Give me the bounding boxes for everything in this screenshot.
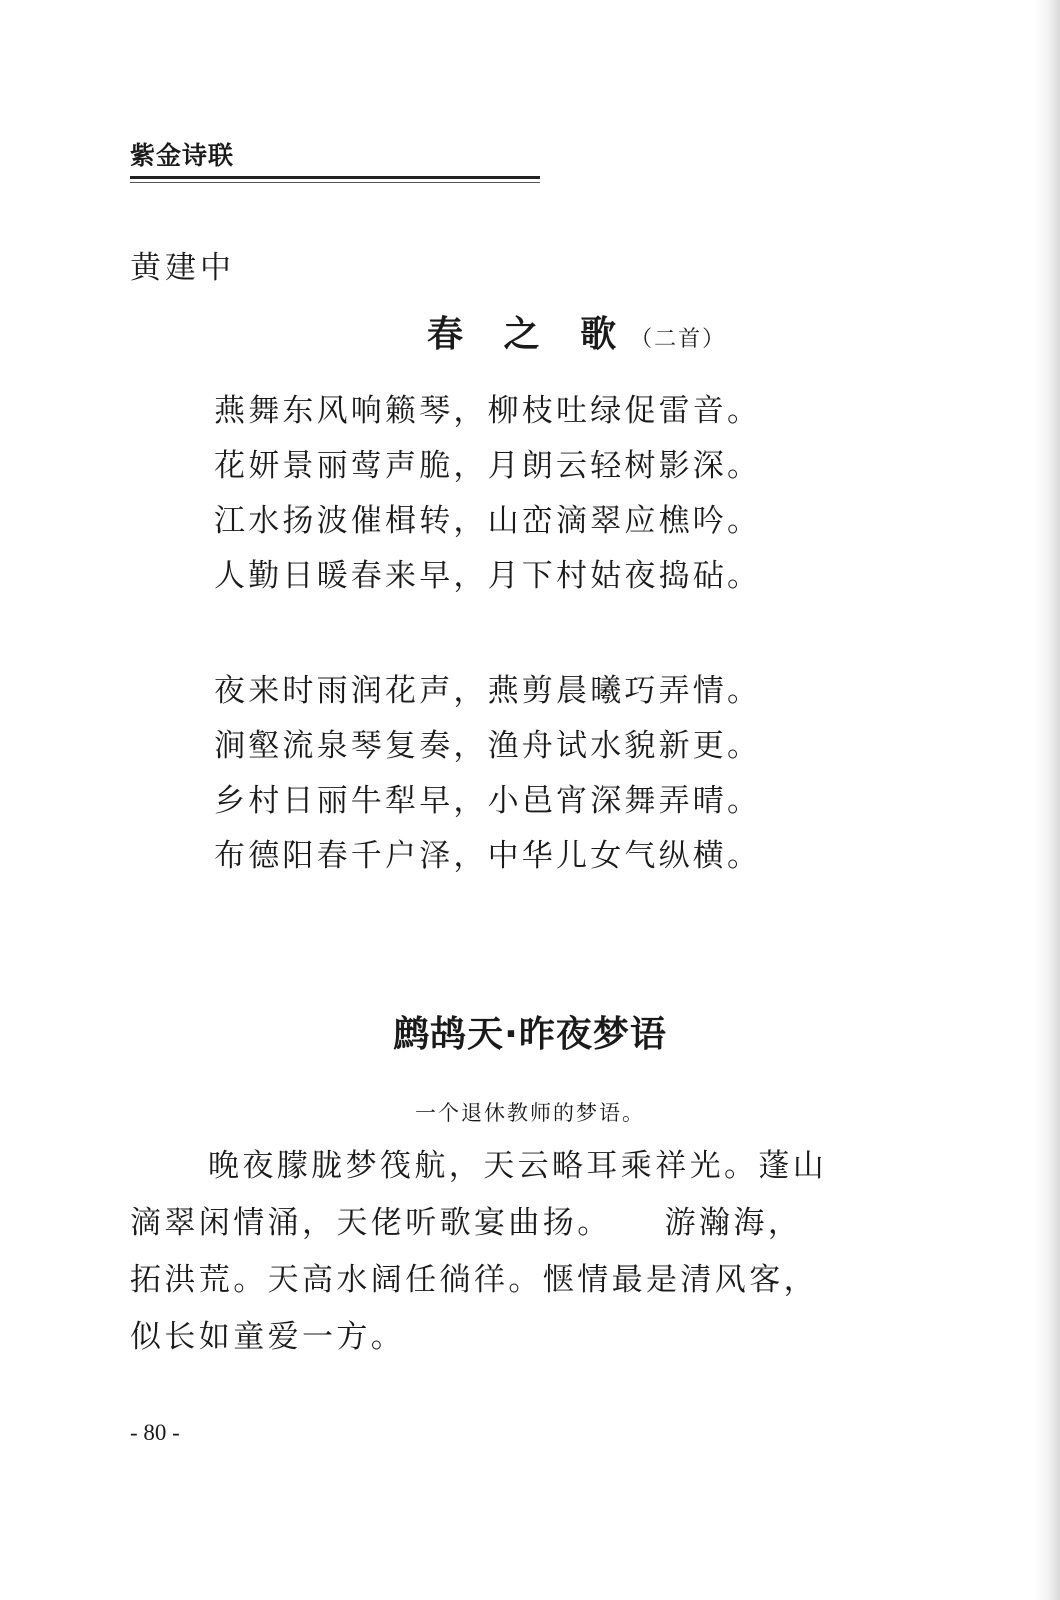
poem-stanza-2	[214, 664, 761, 884]
poem-title	[427, 310, 726, 364]
poem-line: 布德阳春千户泽，中华儿女气纵横。	[214, 838, 762, 874]
poem-line: 花妍景丽莺声脆，月朗云轻树影深。	[214, 448, 762, 484]
ci-line: 似长如童爱一方。	[130, 1319, 406, 1355]
poem-title-text: 春 之 歌	[427, 313, 631, 355]
poem-title-note: （二首）	[630, 327, 727, 352]
poem-line: 燕舞东风响籁琴，柳枝吐绿促雷音。	[214, 393, 762, 429]
ci-title: 鹧鸪天·昨夜梦语	[393, 1014, 667, 1055]
poem-line: 江水扬波催楫转，山峦滴翠应樵吟。	[214, 503, 762, 539]
header-rule	[130, 176, 540, 179]
ci-line: 滴翠闲情涌，天佬听歌宴曲扬。 游瀚海，	[130, 1205, 803, 1241]
poem-stanza-1	[214, 384, 761, 604]
ci-body	[130, 1138, 930, 1366]
header-rule-thin	[130, 182, 540, 183]
book-title: 紫金诗联	[130, 141, 235, 170]
ci-line: 晚夜朦胧梦筏航，天云略耳乘祥光。蓬山	[208, 1148, 828, 1184]
ci-subtitle: 一个退休教师的梦语。	[415, 1101, 645, 1125]
author-name: 黄建中	[130, 250, 235, 286]
poem-line: 人勤日暖春来早，月下村姑夜捣砧。	[214, 558, 762, 594]
page-edge-shadow	[1034, 0, 1060, 1600]
poem-line: 夜来时雨润花声，燕剪晨曦巧弄情。	[214, 673, 762, 709]
poem-line: 涧壑流泉琴复奏，渔舟试水貌新更。	[214, 728, 762, 764]
page-number: - 80 -	[130, 1420, 180, 1445]
running-header	[130, 140, 540, 183]
poem-line: 乡村日丽牛犁早，小邑宵深舞弄晴。	[214, 783, 762, 819]
ci-line: 拓洪荒。天高水阔任徜徉。惬情最是清风客，	[130, 1262, 818, 1298]
